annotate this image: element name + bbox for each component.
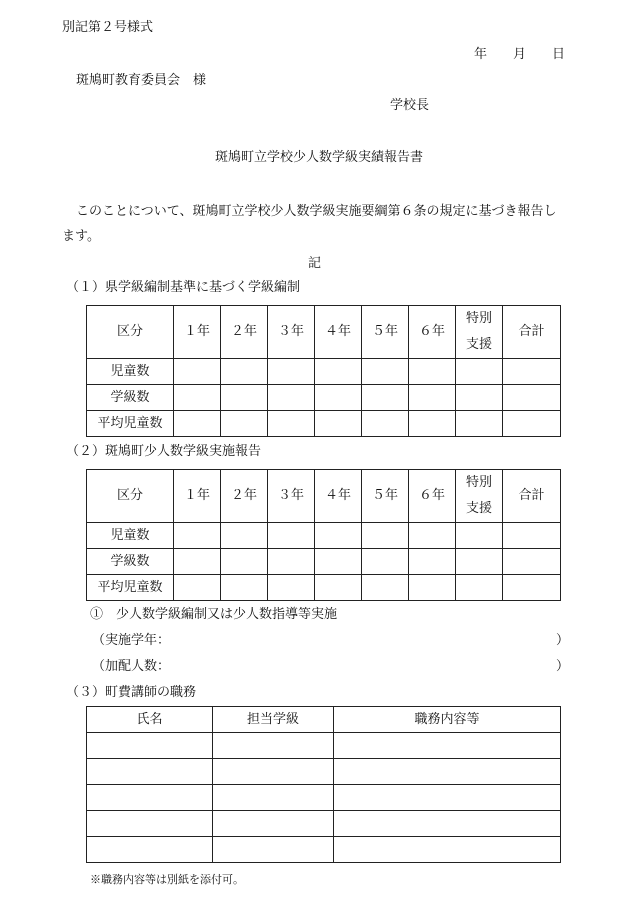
additional-staff-label: （加配人数： — [92, 659, 171, 674]
header-cell: ６年 — [409, 470, 456, 523]
section2-table — [86, 469, 561, 601]
section2-heading: （２）斑鳩町少人数学級実施報告 — [66, 444, 262, 459]
header-cell: ４年 — [315, 470, 362, 523]
row-label: 学級数 — [87, 549, 174, 575]
header-cell: 担当学級 — [213, 707, 334, 733]
header-cell: ５年 — [362, 306, 409, 359]
header-cell: 区分 — [87, 306, 174, 359]
section1-heading: （１）県学級編制基準に基づく学級編制 — [66, 280, 301, 295]
row-label: 平均児童数 — [87, 411, 174, 437]
header-cell: ６年 — [409, 306, 456, 359]
date-line: 年 月 日 — [474, 47, 566, 62]
header-cell: ５年 — [362, 470, 409, 523]
sender-principal: 学校長 — [390, 98, 430, 113]
row-label: 児童数 — [87, 359, 174, 385]
ki-label: 記 — [308, 256, 322, 271]
header-cell: 区分 — [87, 470, 174, 523]
row-label: 児童数 — [87, 523, 174, 549]
document-title: 斑鳩町立学校少人数学級実績報告書 — [215, 150, 424, 165]
row-label: 平均児童数 — [87, 575, 174, 601]
addressee: 斑鳩町教育委員会 様 — [76, 73, 207, 88]
header-cell: 合計 — [503, 470, 561, 523]
attachment-note: ※職務内容等は別紙を添付可。 — [90, 873, 244, 886]
close-paren: ） — [556, 633, 570, 648]
header-special-text: 特別支援 — [465, 475, 492, 516]
header-cell: ２年 — [221, 470, 268, 523]
header-cell: 職務内容等 — [334, 707, 561, 733]
header-special-text: 特別支援 — [465, 311, 492, 352]
row-label: 学級数 — [87, 385, 174, 411]
header-cell: １年 — [174, 470, 221, 523]
body-text-line1: このことについて、斑鳩町立学校少人数学級実施要綱第６条の規定に基づき報告し — [76, 204, 557, 219]
form-number: 別記第２号様式 — [62, 20, 154, 35]
body-text-line2: ます。 — [62, 229, 100, 244]
section1-table — [86, 305, 561, 437]
header-cell: ３年 — [268, 470, 315, 523]
header-cell: ３年 — [268, 306, 315, 359]
header-cell: 合計 — [503, 306, 561, 359]
header-cell: 氏名 — [87, 707, 213, 733]
header-cell: ４年 — [315, 306, 362, 359]
implementation-grade-label: （実施学年： — [92, 633, 171, 648]
header-cell: ２年 — [221, 306, 268, 359]
section3-heading: （３）町費講師の職務 — [66, 685, 197, 700]
sub-item-heading: ① 少人数学級編制又は少人数指導等実施 — [90, 607, 338, 622]
close-paren: ） — [556, 659, 570, 674]
header-cell: １年 — [174, 306, 221, 359]
header-cell-special — [456, 470, 503, 523]
header-cell-special — [456, 306, 503, 359]
section3-table — [86, 706, 561, 863]
